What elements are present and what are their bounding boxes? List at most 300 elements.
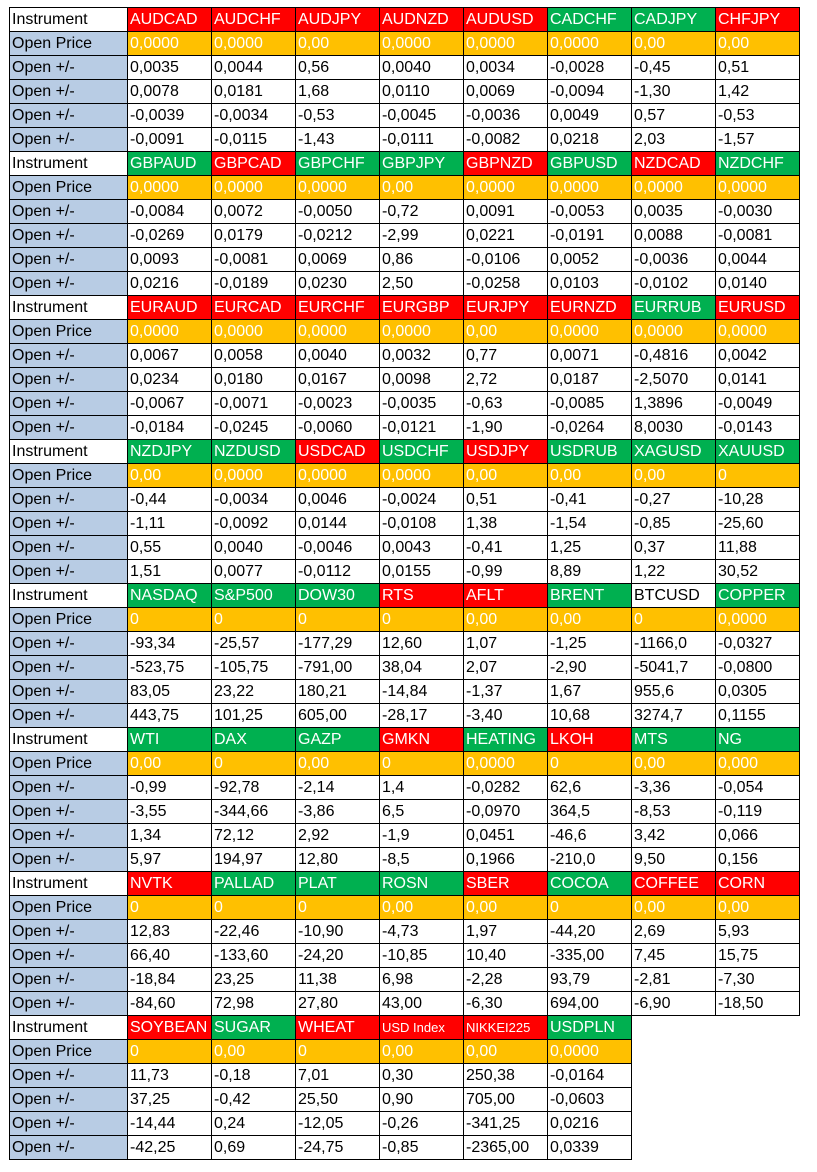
value-cell[interactable]: 72,12 — [212, 824, 296, 848]
value-cell[interactable]: 0,0043 — [380, 536, 464, 560]
value-cell[interactable]: 1,67 — [548, 680, 632, 704]
value-cell[interactable]: -10,90 — [296, 920, 380, 944]
value-cell[interactable]: 72,98 — [212, 992, 296, 1016]
value-cell[interactable]: -1,57 — [716, 128, 800, 152]
instrument-cell[interactable]: NG — [716, 728, 800, 752]
instrument-cell[interactable]: GBPNZD — [464, 152, 548, 176]
open-price-cell[interactable]: 0,00 — [464, 464, 548, 488]
instrument-cell[interactable]: DOW30 — [296, 584, 380, 608]
value-cell[interactable]: -0,99 — [128, 776, 212, 800]
value-cell[interactable]: -3,55 — [128, 800, 212, 824]
value-cell[interactable]: 101,25 — [212, 704, 296, 728]
open-price-cell[interactable]: 0,00 — [632, 464, 716, 488]
value-cell[interactable]: 12,83 — [128, 920, 212, 944]
open-price-cell[interactable]: 0 — [716, 464, 800, 488]
open-price-cell[interactable]: 0,0000 — [380, 32, 464, 56]
instrument-cell[interactable]: EURCHF — [296, 296, 380, 320]
value-cell[interactable]: -93,34 — [128, 632, 212, 656]
value-cell[interactable]: -0,0050 — [296, 200, 380, 224]
value-cell[interactable]: -0,26 — [380, 1112, 464, 1136]
value-cell[interactable]: 11,88 — [716, 536, 800, 560]
value-cell[interactable]: -18,50 — [716, 992, 800, 1016]
value-cell[interactable]: -0,0191 — [548, 224, 632, 248]
value-cell[interactable]: -0,0970 — [464, 800, 548, 824]
instrument-cell[interactable]: XAGUSD — [632, 440, 716, 464]
value-cell[interactable]: 43,00 — [380, 992, 464, 1016]
open-price-cell[interactable]: 0,0000 — [128, 32, 212, 56]
value-cell[interactable]: 83,05 — [128, 680, 212, 704]
open-price-cell[interactable]: 0,0000 — [464, 176, 548, 200]
value-cell[interactable]: -0,0282 — [464, 776, 548, 800]
value-cell[interactable]: -0,0085 — [548, 392, 632, 416]
row-label-open-change[interactable]: Open +/- — [10, 272, 128, 296]
instrument-cell[interactable]: USDCAD — [296, 440, 380, 464]
value-cell[interactable]: -0,0121 — [380, 416, 464, 440]
open-price-cell[interactable]: 0,0000 — [212, 32, 296, 56]
value-cell[interactable]: 250,38 — [464, 1064, 548, 1088]
value-cell[interactable]: 8,0030 — [632, 416, 716, 440]
value-cell[interactable]: 443,75 — [128, 704, 212, 728]
instrument-cell[interactable]: PALLAD — [212, 872, 296, 896]
value-cell[interactable]: -0,0245 — [212, 416, 296, 440]
value-cell[interactable]: 25,50 — [296, 1088, 380, 1112]
row-label-open-change[interactable]: Open +/- — [10, 392, 128, 416]
value-cell[interactable]: -0,45 — [632, 56, 716, 80]
value-cell[interactable]: 0,0141 — [716, 368, 800, 392]
value-cell[interactable]: -0,0035 — [380, 392, 464, 416]
open-price-cell[interactable]: 0,00 — [212, 1040, 296, 1064]
value-cell[interactable]: -0,0603 — [548, 1088, 632, 1112]
value-cell[interactable]: 0,0034 — [464, 56, 548, 80]
value-cell[interactable]: -28,17 — [380, 704, 464, 728]
instrument-cell[interactable]: EURAUD — [128, 296, 212, 320]
instrument-cell[interactable]: NVTK — [128, 872, 212, 896]
value-cell[interactable]: 0,51 — [464, 488, 548, 512]
instrument-cell[interactable]: NZDCHF — [716, 152, 800, 176]
value-cell[interactable]: 0,0144 — [296, 512, 380, 536]
value-cell[interactable]: -2365,00 — [464, 1136, 548, 1160]
value-cell[interactable]: 12,80 — [296, 848, 380, 872]
value-cell[interactable]: -0,0034 — [212, 488, 296, 512]
value-cell[interactable]: -2,90 — [548, 656, 632, 680]
value-cell[interactable]: -5041,7 — [632, 656, 716, 680]
value-cell[interactable]: -0,0046 — [296, 536, 380, 560]
value-cell[interactable]: -1,11 — [128, 512, 212, 536]
value-cell[interactable]: -0,72 — [380, 200, 464, 224]
value-cell[interactable]: -0,0034 — [212, 104, 296, 128]
value-cell[interactable]: -2,14 — [296, 776, 380, 800]
instrument-cell[interactable]: AUDCAD — [128, 8, 212, 32]
open-price-cell[interactable]: 0,0000 — [716, 608, 800, 632]
open-price-cell[interactable]: 0,00 — [632, 32, 716, 56]
instrument-cell[interactable]: USDRUB — [548, 440, 632, 464]
value-cell[interactable]: 3274,7 — [632, 704, 716, 728]
row-label-instrument[interactable]: Instrument — [10, 440, 128, 464]
instrument-cell[interactable]: AUDJPY — [296, 8, 380, 32]
value-cell[interactable]: 1,51 — [128, 560, 212, 584]
value-cell[interactable]: -0,0269 — [128, 224, 212, 248]
value-cell[interactable]: 1,22 — [632, 560, 716, 584]
row-label-open-change[interactable]: Open +/- — [10, 416, 128, 440]
value-cell[interactable]: 1,68 — [296, 80, 380, 104]
instrument-cell[interactable]: WTI — [128, 728, 212, 752]
value-cell[interactable]: -0,0212 — [296, 224, 380, 248]
value-cell[interactable]: -0,0081 — [716, 224, 800, 248]
value-cell[interactable]: -1,90 — [464, 416, 548, 440]
value-cell[interactable]: 2,03 — [632, 128, 716, 152]
open-price-cell[interactable]: 0 — [212, 752, 296, 776]
value-cell[interactable]: -2,99 — [380, 224, 464, 248]
open-price-cell[interactable]: 0,0000 — [548, 176, 632, 200]
value-cell[interactable]: -0,0081 — [212, 248, 296, 272]
value-cell[interactable]: 1,42 — [716, 80, 800, 104]
value-cell[interactable]: -177,29 — [296, 632, 380, 656]
open-price-cell[interactable]: 0,00 — [296, 32, 380, 56]
row-label-open-change[interactable]: Open +/- — [10, 368, 128, 392]
instrument-cell[interactable]: XAUUSD — [716, 440, 800, 464]
instrument-cell[interactable]: USDJPY — [464, 440, 548, 464]
value-cell[interactable]: -791,00 — [296, 656, 380, 680]
value-cell[interactable]: 0,0221 — [464, 224, 548, 248]
row-label-open-change[interactable]: Open +/- — [10, 1088, 128, 1112]
value-cell[interactable]: 0,0049 — [548, 104, 632, 128]
open-price-cell[interactable]: 0,0000 — [716, 320, 800, 344]
open-price-cell[interactable]: 0,0000 — [632, 320, 716, 344]
value-cell[interactable]: -0,4816 — [632, 344, 716, 368]
instrument-cell[interactable]: LKOH — [548, 728, 632, 752]
value-cell[interactable]: 0,0234 — [128, 368, 212, 392]
value-cell[interactable]: 180,21 — [296, 680, 380, 704]
instrument-cell[interactable]: EURUSD — [716, 296, 800, 320]
row-label-open-price[interactable]: Open Price — [10, 464, 128, 488]
instrument-cell[interactable]: CADJPY — [632, 8, 716, 32]
value-cell[interactable]: -0,0036 — [632, 248, 716, 272]
instrument-cell[interactable]: NZDCAD — [632, 152, 716, 176]
value-cell[interactable]: -0,85 — [632, 512, 716, 536]
value-cell[interactable]: 0,0035 — [632, 200, 716, 224]
open-price-cell[interactable]: 0,0000 — [380, 320, 464, 344]
value-cell[interactable]: 0,0040 — [212, 536, 296, 560]
open-price-cell[interactable]: 0 — [296, 1040, 380, 1064]
instrument-cell[interactable]: CADCHF — [548, 8, 632, 32]
open-price-cell[interactable]: 0,0000 — [128, 320, 212, 344]
instrument-cell[interactable]: GBPCHF — [296, 152, 380, 176]
value-cell[interactable]: -0,0045 — [380, 104, 464, 128]
value-cell[interactable]: -0,0111 — [380, 128, 464, 152]
value-cell[interactable]: -0,0800 — [716, 656, 800, 680]
value-cell[interactable]: 30,52 — [716, 560, 800, 584]
value-cell[interactable]: 6,98 — [380, 968, 464, 992]
value-cell[interactable]: -0,0060 — [296, 416, 380, 440]
row-label-open-change[interactable]: Open +/- — [10, 80, 128, 104]
value-cell[interactable]: 5,93 — [716, 920, 800, 944]
open-price-cell[interactable]: 0,00 — [380, 176, 464, 200]
instrument-cell[interactable]: SOYBEAN — [128, 1016, 212, 1040]
value-cell[interactable]: -0,0036 — [464, 104, 548, 128]
open-price-cell[interactable]: 0,0000 — [632, 176, 716, 200]
value-cell[interactable]: 0,0069 — [296, 248, 380, 272]
value-cell[interactable]: -0,0023 — [296, 392, 380, 416]
value-cell[interactable]: 0,0179 — [212, 224, 296, 248]
value-cell[interactable]: -0,0024 — [380, 488, 464, 512]
value-cell[interactable]: -1,37 — [464, 680, 548, 704]
value-cell[interactable]: -0,53 — [716, 104, 800, 128]
instrument-cell[interactable]: NZDJPY — [128, 440, 212, 464]
value-cell[interactable]: -341,25 — [464, 1112, 548, 1136]
value-cell[interactable]: -0,0184 — [128, 416, 212, 440]
value-cell[interactable]: -25,57 — [212, 632, 296, 656]
open-price-cell[interactable]: 0,000 — [716, 752, 800, 776]
value-cell[interactable]: 38,04 — [380, 656, 464, 680]
value-cell[interactable]: -0,0108 — [380, 512, 464, 536]
value-cell[interactable]: 0,90 — [380, 1088, 464, 1112]
value-cell[interactable]: 3,42 — [632, 824, 716, 848]
value-cell[interactable]: -84,60 — [128, 992, 212, 1016]
value-cell[interactable]: 0,0067 — [128, 344, 212, 368]
row-label-open-price[interactable]: Open Price — [10, 1040, 128, 1064]
instrument-cell[interactable]: SBER — [464, 872, 548, 896]
value-cell[interactable]: 0,0180 — [212, 368, 296, 392]
open-price-cell[interactable]: 0,0000 — [464, 32, 548, 56]
open-price-cell[interactable]: 0,0000 — [296, 176, 380, 200]
value-cell[interactable]: -0,0189 — [212, 272, 296, 296]
value-cell[interactable]: 0,1155 — [716, 704, 800, 728]
value-cell[interactable]: 0,0451 — [464, 824, 548, 848]
instrument-cell[interactable]: AFLT — [464, 584, 548, 608]
row-label-open-change[interactable]: Open +/- — [10, 656, 128, 680]
value-cell[interactable]: 0,0058 — [212, 344, 296, 368]
open-price-cell[interactable]: 0 — [212, 608, 296, 632]
instrument-cell[interactable]: EURNZD — [548, 296, 632, 320]
value-cell[interactable]: -0,0039 — [128, 104, 212, 128]
value-cell[interactable]: -0,054 — [716, 776, 800, 800]
value-cell[interactable]: -0,53 — [296, 104, 380, 128]
open-price-cell[interactable]: 0,00 — [128, 464, 212, 488]
open-price-cell[interactable]: 0 — [296, 608, 380, 632]
value-cell[interactable]: 0,24 — [212, 1112, 296, 1136]
value-cell[interactable]: 0,156 — [716, 848, 800, 872]
open-price-cell[interactable]: 0,0000 — [296, 464, 380, 488]
instrument-cell[interactable]: USD Index — [380, 1016, 464, 1040]
value-cell[interactable]: 27,80 — [296, 992, 380, 1016]
value-cell[interactable]: -0,0067 — [128, 392, 212, 416]
instrument-cell[interactable]: CHFJPY — [716, 8, 800, 32]
open-price-cell[interactable]: 0,0000 — [716, 176, 800, 200]
value-cell[interactable]: -0,42 — [212, 1088, 296, 1112]
value-cell[interactable]: 0,0052 — [548, 248, 632, 272]
value-cell[interactable]: 11,38 — [296, 968, 380, 992]
value-cell[interactable]: 0,0230 — [296, 272, 380, 296]
value-cell[interactable]: 6,5 — [380, 800, 464, 824]
value-cell[interactable]: -0,0102 — [632, 272, 716, 296]
instrument-cell[interactable]: AUDCHF — [212, 8, 296, 32]
instrument-cell[interactable]: COPPER — [716, 584, 800, 608]
value-cell[interactable]: -2,28 — [464, 968, 548, 992]
value-cell[interactable]: -0,0143 — [716, 416, 800, 440]
value-cell[interactable]: -92,78 — [212, 776, 296, 800]
row-label-open-change[interactable]: Open +/- — [10, 1064, 128, 1088]
value-cell[interactable]: 12,60 — [380, 632, 464, 656]
value-cell[interactable]: 0,0032 — [380, 344, 464, 368]
value-cell[interactable]: -10,85 — [380, 944, 464, 968]
row-label-open-change[interactable]: Open +/- — [10, 344, 128, 368]
value-cell[interactable]: 0,0093 — [128, 248, 212, 272]
value-cell[interactable]: 0,86 — [380, 248, 464, 272]
open-price-cell[interactable]: 0,00 — [464, 608, 548, 632]
row-label-open-change[interactable]: Open +/- — [10, 704, 128, 728]
value-cell[interactable]: -0,0053 — [548, 200, 632, 224]
value-cell[interactable]: -0,0092 — [212, 512, 296, 536]
open-price-cell[interactable]: 0,00 — [464, 1040, 548, 1064]
open-price-cell[interactable]: 0 — [632, 608, 716, 632]
row-label-instrument[interactable]: Instrument — [10, 872, 128, 896]
open-price-cell[interactable]: 0,00 — [464, 896, 548, 920]
value-cell[interactable]: 0,0305 — [716, 680, 800, 704]
instrument-cell[interactable]: NIKKEI225 — [464, 1016, 548, 1040]
value-cell[interactable]: -1,30 — [632, 80, 716, 104]
value-cell[interactable]: -0,119 — [716, 800, 800, 824]
value-cell[interactable]: -0,85 — [380, 1136, 464, 1160]
instrument-cell[interactable]: PLAT — [296, 872, 380, 896]
row-label-open-change[interactable]: Open +/- — [10, 224, 128, 248]
instrument-cell[interactable]: USDPLN — [548, 1016, 632, 1040]
open-price-cell[interactable]: 0,0000 — [212, 320, 296, 344]
value-cell[interactable]: 1,3896 — [632, 392, 716, 416]
value-cell[interactable]: 10,68 — [548, 704, 632, 728]
value-cell[interactable]: 0,1966 — [464, 848, 548, 872]
instrument-cell[interactable]: RTS — [380, 584, 464, 608]
value-cell[interactable]: 1,38 — [464, 512, 548, 536]
value-cell[interactable]: 0,0218 — [548, 128, 632, 152]
value-cell[interactable]: -133,60 — [212, 944, 296, 968]
value-cell[interactable]: 0,0077 — [212, 560, 296, 584]
open-price-cell[interactable]: 0 — [548, 896, 632, 920]
instrument-cell[interactable]: ROSN — [380, 872, 464, 896]
instrument-cell[interactable]: NZDUSD — [212, 440, 296, 464]
open-price-cell[interactable]: 0,0000 — [212, 464, 296, 488]
instrument-cell[interactable]: AUDNZD — [380, 8, 464, 32]
instrument-cell[interactable]: EURRUB — [632, 296, 716, 320]
instrument-cell[interactable]: CORN — [716, 872, 800, 896]
value-cell[interactable]: -1,43 — [296, 128, 380, 152]
value-cell[interactable]: -0,0030 — [716, 200, 800, 224]
value-cell[interactable]: 0,066 — [716, 824, 800, 848]
value-cell[interactable]: 2,92 — [296, 824, 380, 848]
value-cell[interactable]: 0,0216 — [548, 1112, 632, 1136]
row-label-open-price[interactable]: Open Price — [10, 320, 128, 344]
value-cell[interactable]: 0,0103 — [548, 272, 632, 296]
value-cell[interactable]: 0,51 — [716, 56, 800, 80]
row-label-open-price[interactable]: Open Price — [10, 608, 128, 632]
row-label-open-price[interactable]: Open Price — [10, 32, 128, 56]
value-cell[interactable]: 0,0042 — [716, 344, 800, 368]
instrument-cell[interactable]: GBPUSD — [548, 152, 632, 176]
value-cell[interactable]: 0,0216 — [128, 272, 212, 296]
instrument-cell[interactable]: DAX — [212, 728, 296, 752]
value-cell[interactable]: -0,41 — [548, 488, 632, 512]
open-price-cell[interactable]: 0,00 — [632, 752, 716, 776]
row-label-open-change[interactable]: Open +/- — [10, 968, 128, 992]
value-cell[interactable]: 1,34 — [128, 824, 212, 848]
open-price-cell[interactable]: 0,0000 — [548, 1040, 632, 1064]
instrument-cell[interactable]: GBPAUD — [128, 152, 212, 176]
value-cell[interactable]: 37,25 — [128, 1088, 212, 1112]
open-price-cell[interactable]: 0,00 — [296, 752, 380, 776]
instrument-cell[interactable]: GAZP — [296, 728, 380, 752]
open-price-cell[interactable]: 0 — [548, 752, 632, 776]
value-cell[interactable]: -0,44 — [128, 488, 212, 512]
row-label-open-change[interactable]: Open +/- — [10, 824, 128, 848]
open-price-cell[interactable]: 0,0000 — [548, 320, 632, 344]
value-cell[interactable]: 0,0187 — [548, 368, 632, 392]
row-label-open-change[interactable]: Open +/- — [10, 200, 128, 224]
row-label-open-change[interactable]: Open +/- — [10, 248, 128, 272]
row-label-open-change[interactable]: Open +/- — [10, 512, 128, 536]
value-cell[interactable]: 364,5 — [548, 800, 632, 824]
value-cell[interactable]: 0,0167 — [296, 368, 380, 392]
open-price-cell[interactable]: 0 — [380, 752, 464, 776]
value-cell[interactable]: -0,0084 — [128, 200, 212, 224]
value-cell[interactable]: 23,22 — [212, 680, 296, 704]
value-cell[interactable]: 0,0069 — [464, 80, 548, 104]
row-label-open-price[interactable]: Open Price — [10, 752, 128, 776]
value-cell[interactable]: -2,81 — [632, 968, 716, 992]
value-cell[interactable]: -0,0028 — [548, 56, 632, 80]
instrument-cell[interactable]: EURJPY — [464, 296, 548, 320]
value-cell[interactable]: 0,0088 — [632, 224, 716, 248]
value-cell[interactable]: 0,55 — [128, 536, 212, 560]
value-cell[interactable]: 0,30 — [380, 1064, 464, 1088]
value-cell[interactable]: 0,0078 — [128, 80, 212, 104]
instrument-cell[interactable]: SUGAR — [212, 1016, 296, 1040]
value-cell[interactable]: 605,00 — [296, 704, 380, 728]
value-cell[interactable]: -0,0327 — [716, 632, 800, 656]
value-cell[interactable]: -1,25 — [548, 632, 632, 656]
value-cell[interactable]: -344,66 — [212, 800, 296, 824]
value-cell[interactable]: -14,44 — [128, 1112, 212, 1136]
instrument-cell[interactable]: COFFEE — [632, 872, 716, 896]
row-label-open-change[interactable]: Open +/- — [10, 488, 128, 512]
value-cell[interactable]: 1,97 — [464, 920, 548, 944]
value-cell[interactable]: -25,60 — [716, 512, 800, 536]
instrument-cell[interactable]: COCOA — [548, 872, 632, 896]
instrument-cell[interactable]: NASDAQ — [128, 584, 212, 608]
row-label-open-change[interactable]: Open +/- — [10, 800, 128, 824]
value-cell[interactable]: -4,73 — [380, 920, 464, 944]
value-cell[interactable]: -24,75 — [296, 1136, 380, 1160]
instrument-cell[interactable]: GBPCAD — [212, 152, 296, 176]
value-cell[interactable]: -8,53 — [632, 800, 716, 824]
value-cell[interactable]: -1,54 — [548, 512, 632, 536]
row-label-open-change[interactable]: Open +/- — [10, 992, 128, 1016]
instrument-cell[interactable]: S&P500 — [212, 584, 296, 608]
value-cell[interactable]: 2,07 — [464, 656, 548, 680]
value-cell[interactable]: 705,00 — [464, 1088, 548, 1112]
value-cell[interactable]: -8,5 — [380, 848, 464, 872]
value-cell[interactable]: 0,0339 — [548, 1136, 632, 1160]
value-cell[interactable]: -6,90 — [632, 992, 716, 1016]
open-price-cell[interactable]: 0,0000 — [548, 32, 632, 56]
value-cell[interactable]: 2,69 — [632, 920, 716, 944]
value-cell[interactable]: -44,20 — [548, 920, 632, 944]
value-cell[interactable]: -0,0164 — [548, 1064, 632, 1088]
value-cell[interactable]: -18,84 — [128, 968, 212, 992]
value-cell[interactable]: 0,0155 — [380, 560, 464, 584]
row-label-open-change[interactable]: Open +/- — [10, 944, 128, 968]
value-cell[interactable]: -0,18 — [212, 1064, 296, 1088]
value-cell[interactable]: -210,0 — [548, 848, 632, 872]
value-cell[interactable]: -12,05 — [296, 1112, 380, 1136]
